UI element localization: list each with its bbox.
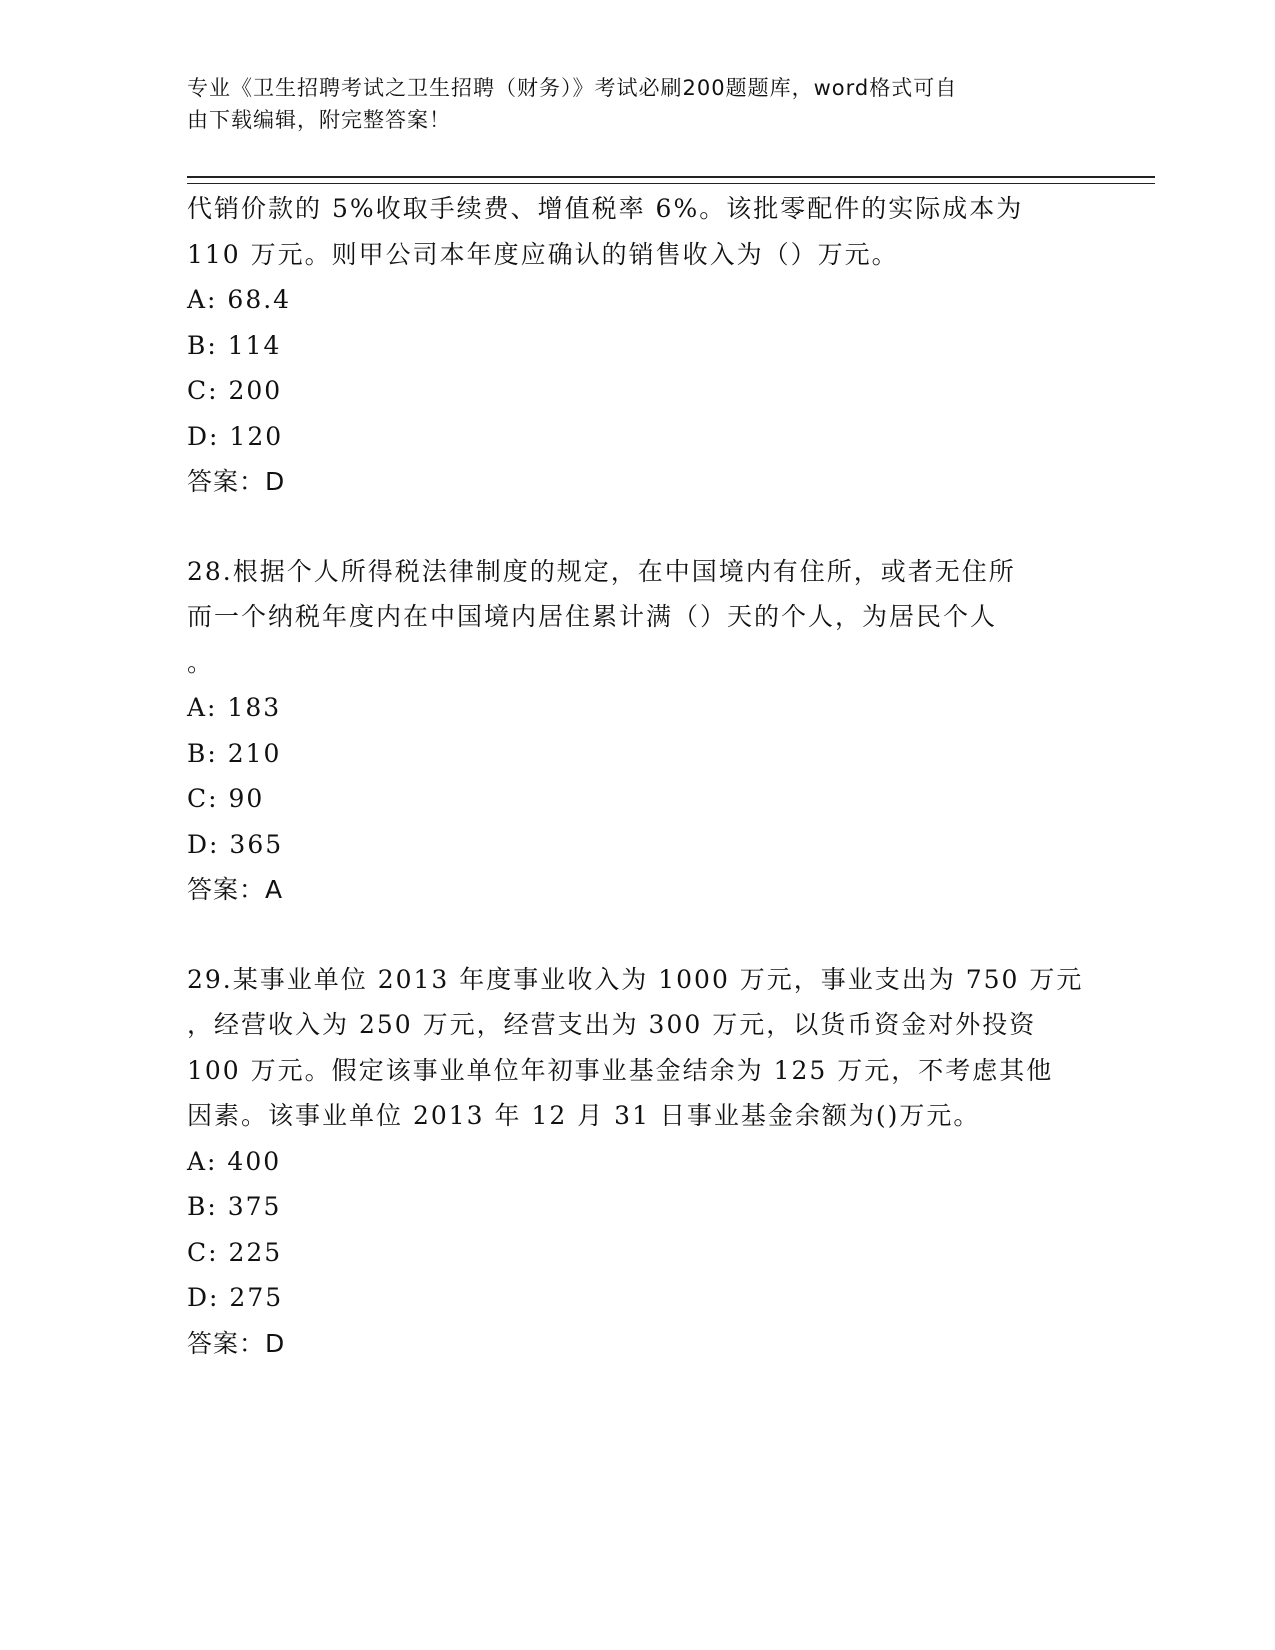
question-text-line: 而一个纳税年度内在中国境内居住累计满（）天的个人，为居民个人 — [187, 602, 998, 631]
question-27 — [187, 186, 1087, 505]
header-line-2: 由下载编辑，附完整答案！ — [187, 108, 451, 132]
header-divider-thin — [187, 183, 1155, 184]
spacer — [187, 505, 1087, 549]
option-d: D: 275 — [187, 1283, 284, 1312]
option-b: B: 114 — [187, 330, 282, 360]
option-c: C: 90 — [187, 784, 265, 813]
option-b: B: 375 — [187, 1192, 282, 1221]
option-d: D: 365 — [187, 829, 284, 859]
question-text-line: 因素。该事业单位 2013 年 12 月 31 日事业基金余额为()万元。 — [187, 1101, 981, 1130]
answer-line: 答案：A — [187, 875, 284, 904]
answer-line: 答案：D — [187, 1328, 286, 1358]
option-c: C: 225 — [187, 1237, 283, 1267]
answer-line: 答案：D — [187, 467, 286, 496]
option-a: A: 183 — [187, 693, 282, 722]
spacer — [187, 913, 1087, 957]
option-a: A: 400 — [187, 1146, 282, 1176]
question-text-line: 。 — [187, 647, 215, 677]
question-text-line: 29.某事业单位 2013 年度事业收入为 1000 万元，事业支出为 750 万元 — [187, 964, 1084, 994]
option-d: D: 120 — [187, 421, 284, 451]
question-text-line: 代销价款的 5%收取手续费、增值税率 6%。该批零配件的实际成本为 — [187, 194, 1024, 223]
option-b: B: 210 — [187, 738, 282, 768]
question-text-line: 28.根据个人所得税法律制度的规定，在中国境内有住所，或者无住所 — [187, 556, 1016, 586]
option-c: C: 200 — [187, 376, 283, 405]
header-divider-thick — [187, 176, 1155, 178]
option-a: A: 68.4 — [187, 285, 292, 314]
header-line-1: 专业《卫生招聘考试之卫生招聘（财务）》考试必刷200题题库，word格式可自 — [187, 76, 958, 100]
question-text-line: 110 万元。则甲公司本年度应确认的销售收入为（）万元。 — [187, 239, 899, 269]
document-header — [187, 72, 1067, 136]
question-29 — [187, 957, 1087, 1367]
question-28 — [187, 549, 1087, 913]
question-text-line: 100 万元。假定该事业单位年初事业基金结余为 125 万元，不考虑其他 — [187, 1055, 1054, 1085]
question-text-line: ，经营收入为 250 万元，经营支出为 300 万元，以货币资金对外投资 — [187, 1010, 1037, 1039]
question-list — [187, 186, 1087, 1366]
